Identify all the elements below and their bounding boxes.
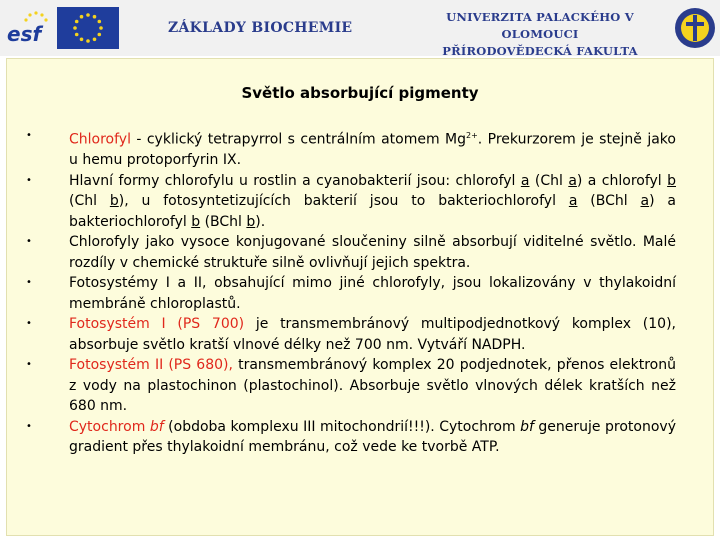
university-line-1: UNIVERZITA PALACKÉHO V OLOMOUCI bbox=[446, 10, 634, 41]
slide-title: Světlo absorbující pigmenty bbox=[241, 84, 479, 102]
bullet-list bbox=[26, 126, 676, 458]
term-chlorofyl: Chlorofyl bbox=[69, 131, 131, 148]
term-cytochrome: Cytochrom bbox=[69, 418, 150, 435]
header-bar bbox=[0, 0, 720, 56]
university-line-2: PŘÍRODOVĚDECKÁ FAKULTA bbox=[442, 44, 638, 58]
bullet-chlorofyl: • Chlorofyl - cyklický tetrapyrrol s centrálním atomem $Mg^{2+}$. Prekurzorem je stejně jako u hemu protoporfyrin IX. bbox=[26, 126, 676, 171]
bullet-photosystem-2: • Fotosystém II (PS 680), transmembránový komplex 20 podjednotek, přenos elektronů z vody na plastochinon (plastochinol). Absorbuje světlo vlnových délek kratších než 680 nm. bbox=[26, 357, 676, 415]
university-crest-icon bbox=[674, 6, 716, 50]
bullet-marker: • bbox=[26, 318, 32, 330]
bullet-marker: • bbox=[26, 359, 32, 371]
bullet-marker: • bbox=[26, 420, 32, 432]
eu-flag-icon bbox=[57, 7, 119, 49]
bullet-photosystems: • Fotosystémy I a II, obsahující mimo jiné chlorofyly, jsou lokalizovány v thylakoidní membráně chloroplastů. bbox=[26, 275, 676, 312]
course-title: ZÁKLADY BIOCHEMIE bbox=[168, 20, 353, 36]
bullet-chlorophyll-forms: • Hlavní formy chlorofylu u rostlin a cyanobakterií jsou: chlorofyl a (Chl a) a chlorofyl b (Chl b), u fotosyntetizujících bakterií jsou to bakteriochlorofyl a (BChl a) a bakteriochlorofyl b (BChl b). bbox=[26, 172, 677, 230]
bullet-absorption: • Chlorofyly jako vysoce konjugované sloučeniny silně absorbují viditelné světlo. Malé rozdíly v chemické struktuře silně ovlivňují jejich spektra. bbox=[26, 234, 676, 271]
term-photosystem-1: Fotosystém I (PS 700) bbox=[69, 316, 245, 333]
university-name bbox=[410, 9, 670, 60]
bullet-marker: • bbox=[26, 174, 32, 186]
term-photosystem-2: Fotosystém II (PS 680), bbox=[69, 357, 233, 374]
svg-text:esf: esf bbox=[7, 22, 42, 46]
bullet-photosystem-1: • Fotosystém I (PS 700) je transmembránový multipodjednotkový komplex (10), absorbuje světlo kratší vlnové délky než 700 nm. Vytváří NADPH. bbox=[26, 316, 676, 353]
bullet-marker: • bbox=[26, 277, 32, 289]
bullet-marker: • bbox=[26, 236, 32, 248]
bullet-marker: • bbox=[26, 130, 32, 141]
esf-logo bbox=[6, 8, 52, 48]
bullet-cytochrome: • Cytochrom bf (obdoba komplexu III mitochondrií!!!). Cytochrom bf generuje protonový gradient přes thylakoidní membránu, což vede ke tvorbě ATP. bbox=[26, 418, 676, 456]
